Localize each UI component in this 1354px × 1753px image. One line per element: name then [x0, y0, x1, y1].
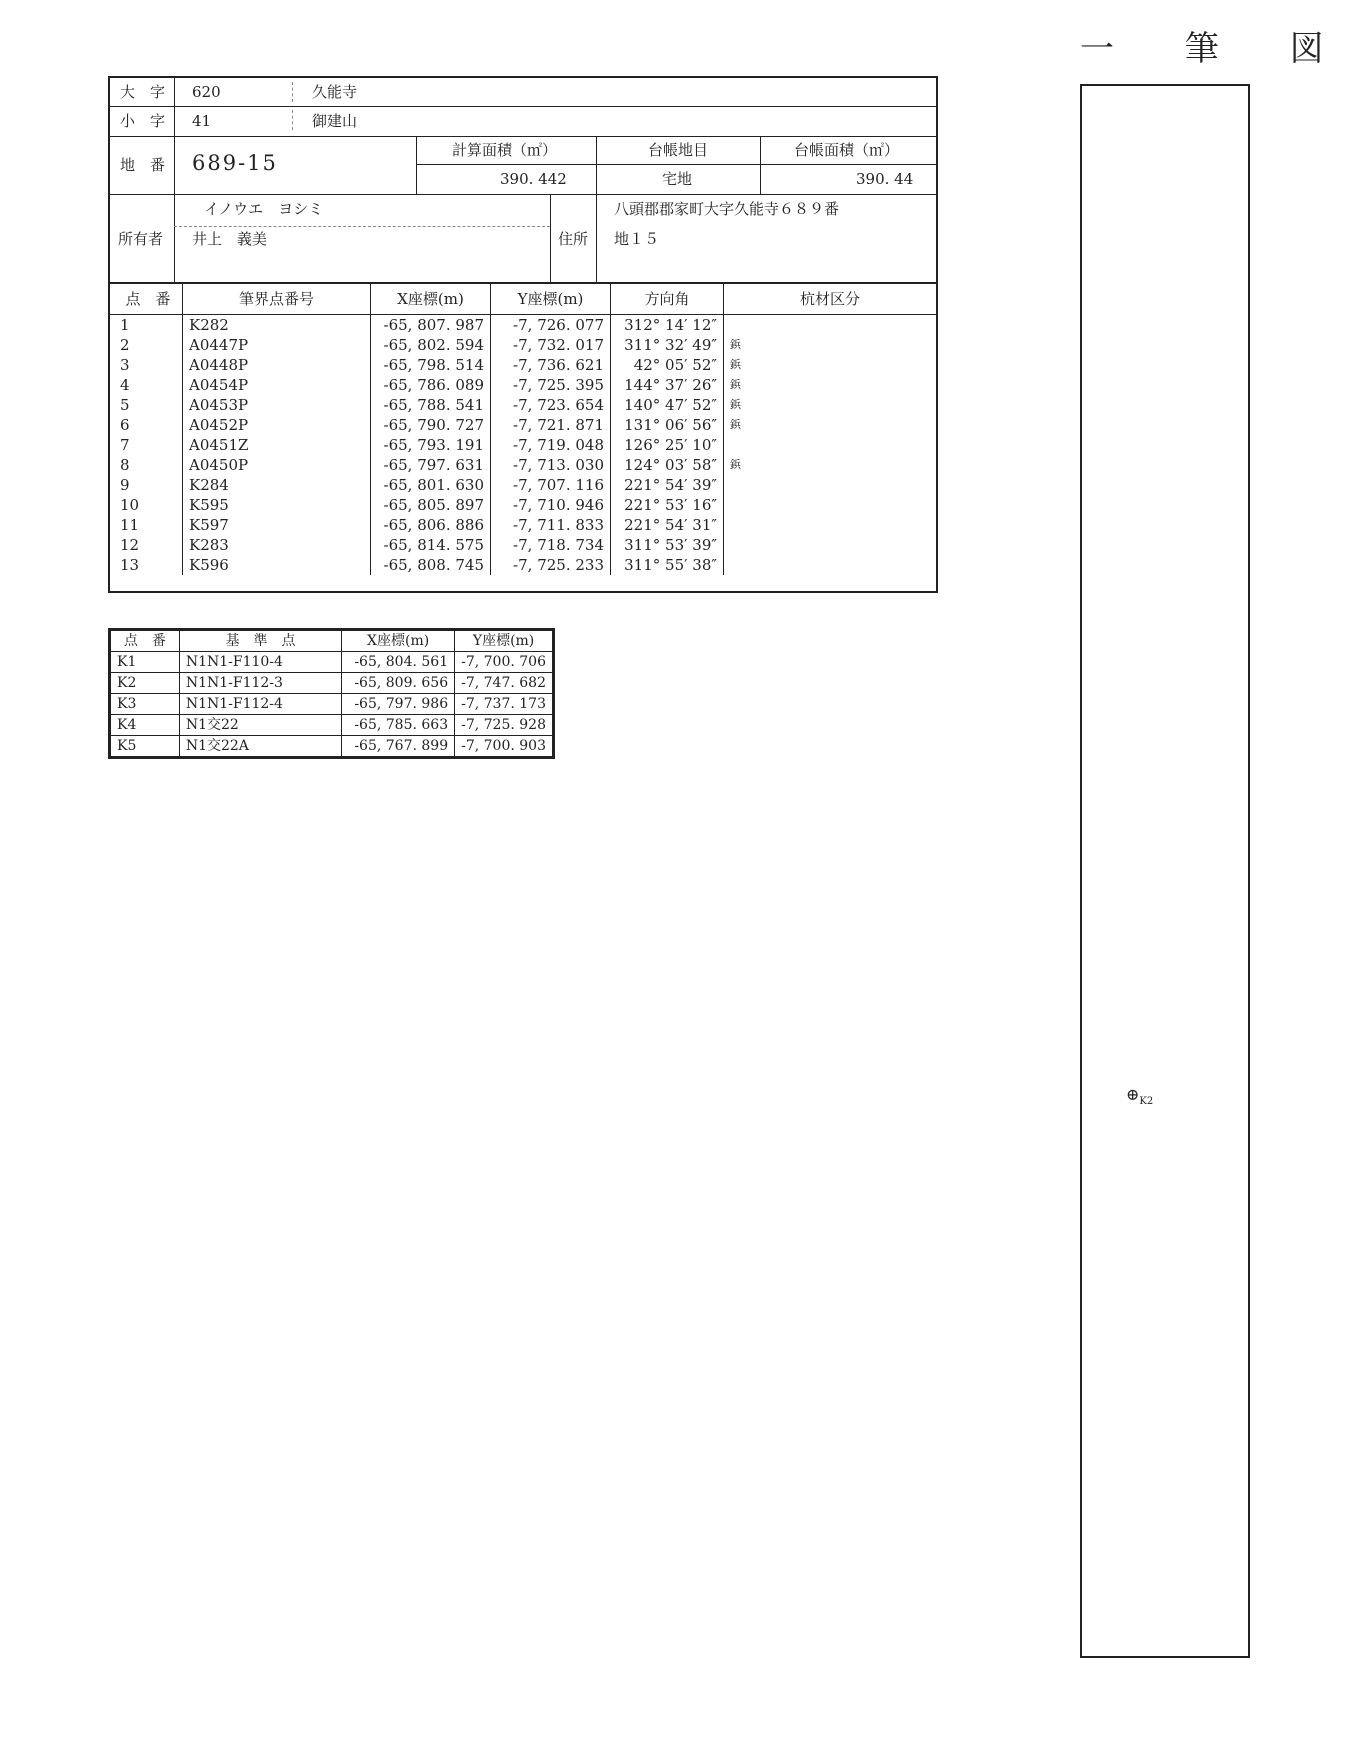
table-row	[110, 355, 936, 375]
owner-label: 所有者	[118, 230, 164, 248]
point-no: 4	[110, 375, 183, 395]
point-no: 9	[110, 475, 183, 495]
point-x: -65, 814. 575	[371, 535, 491, 555]
table-row	[111, 736, 553, 757]
point-no: 12	[110, 535, 183, 555]
point-material	[724, 435, 937, 455]
ref-y: -7, 737. 173	[455, 694, 553, 715]
area-divider	[596, 136, 597, 194]
point-material	[724, 555, 937, 575]
area-row-divider	[416, 164, 938, 165]
point-angle: 140° 47′ 52″	[611, 395, 724, 415]
ref-header-x: X座標(m)	[342, 631, 455, 652]
point-no: 13	[110, 555, 183, 575]
table-row	[110, 415, 936, 435]
parcel-header	[108, 76, 938, 284]
ref-x: -65, 767. 899	[342, 736, 455, 757]
parcel-drawing-panel	[1080, 84, 1250, 1658]
label-column-divider	[174, 78, 175, 284]
point-id: A0454P	[183, 375, 371, 395]
reference-marker	[1126, 1085, 1153, 1107]
point-y: -7, 718. 734	[491, 535, 611, 555]
point-no: 11	[110, 515, 183, 535]
table-row	[110, 495, 936, 515]
koaza-dotted-divider	[292, 110, 293, 130]
point-id: K282	[183, 315, 371, 336]
crosshair-circle-icon: ⊕	[1126, 1085, 1140, 1104]
point-x: -65, 798. 514	[371, 355, 491, 375]
point-y: -7, 723. 654	[491, 395, 611, 415]
ref-name: N1N1-F112-3	[179, 673, 341, 694]
point-id: A0448P	[183, 355, 371, 375]
col-header-id: 筆界点番号	[183, 284, 371, 315]
point-no: 10	[110, 495, 183, 515]
owner-name: 井上 義美	[192, 230, 268, 248]
oaza-name: 久能寺	[312, 83, 358, 101]
point-id: K597	[183, 515, 371, 535]
point-material	[724, 515, 937, 535]
calc-area-value: 390. 442	[500, 170, 567, 188]
point-y: -7, 721. 871	[491, 415, 611, 435]
point-no: 8	[110, 455, 183, 475]
point-x: -65, 807. 987	[371, 315, 491, 336]
point-angle: 131° 06′ 56″	[611, 415, 724, 435]
point-no: 3	[110, 355, 183, 375]
point-no: 5	[110, 395, 183, 415]
oaza-code: 620	[192, 83, 221, 101]
point-x: -65, 806. 886	[371, 515, 491, 535]
col-header-x: X座標(m)	[371, 284, 491, 315]
point-no: 1	[110, 315, 183, 336]
point-x: -65, 786. 089	[371, 375, 491, 395]
address-divider	[596, 194, 597, 284]
point-x: -65, 808. 745	[371, 555, 491, 575]
point-angle: 311° 32′ 49″	[611, 335, 724, 355]
point-angle: 312° 14′ 12″	[611, 315, 724, 336]
point-y: -7, 725. 233	[491, 555, 611, 575]
point-id: K595	[183, 495, 371, 515]
point-material: 鋲	[730, 338, 741, 351]
point-angle: 221° 54′ 31″	[611, 515, 724, 535]
table-row	[110, 335, 936, 355]
table-row	[110, 455, 936, 475]
ref-no: K2	[111, 673, 180, 694]
chiban-value: 689-15	[192, 151, 278, 175]
point-y: -7, 725. 395	[491, 375, 611, 395]
col-header-material: 杭材区分	[724, 284, 937, 315]
reference-points-table	[108, 628, 555, 759]
point-angle: 221° 53′ 16″	[611, 495, 724, 515]
col-header-y: Y座標(m)	[491, 284, 611, 315]
point-angle: 124° 03′ 58″	[611, 455, 724, 475]
category-divider	[760, 136, 761, 194]
point-x: -65, 805. 897	[371, 495, 491, 515]
table-row	[111, 694, 553, 715]
point-no: 2	[110, 335, 183, 355]
point-material: 鋲	[730, 358, 741, 371]
ledger-category-label: 台帳地目	[648, 141, 709, 159]
owner-kana: イノウエ ヨシミ	[204, 200, 324, 218]
ledger-area-label: 台帳面積（㎡）	[794, 141, 900, 159]
point-x: -65, 793. 191	[371, 435, 491, 455]
col-header-angle: 方向角	[611, 284, 724, 315]
table-row	[110, 515, 936, 535]
row-divider-2	[110, 136, 938, 137]
point-id: A0447P	[183, 335, 371, 355]
point-x: -65, 797. 631	[371, 455, 491, 475]
point-angle: 144° 37′ 26″	[611, 375, 724, 395]
point-material	[724, 535, 937, 555]
ref-x: -65, 797. 986	[342, 694, 455, 715]
point-no: 6	[110, 415, 183, 435]
ref-no: K1	[111, 652, 180, 673]
ref-y: -7, 725. 928	[455, 715, 553, 736]
table-row	[110, 475, 936, 495]
ref-header-name: 基 準 点	[179, 631, 341, 652]
address-line-1: 八頭郡郡家町大字久能寺６８９番	[614, 200, 840, 218]
point-material	[724, 475, 937, 495]
point-material	[724, 495, 937, 515]
point-y: -7, 707. 116	[491, 475, 611, 495]
ref-header-y: Y座標(m)	[455, 631, 553, 652]
table-row	[110, 555, 936, 575]
point-y: -7, 711. 833	[491, 515, 611, 535]
point-id: K596	[183, 555, 371, 575]
point-material: 鋲	[730, 398, 741, 411]
table-row	[111, 715, 553, 736]
address-label: 住所	[558, 230, 589, 248]
point-x: -65, 801. 630	[371, 475, 491, 495]
point-id: K283	[183, 535, 371, 555]
table-row	[111, 652, 553, 673]
table-row	[110, 315, 936, 336]
koaza-code: 41	[192, 112, 212, 130]
point-angle: 311° 53′ 39″	[611, 535, 724, 555]
point-angle: 311° 55′ 38″	[611, 555, 724, 575]
point-angle: 126° 25′ 10″	[611, 435, 724, 455]
boundary-points-table	[108, 284, 938, 593]
chiban-label: 地 番	[120, 156, 166, 174]
ref-name: N1N1-F110-4	[179, 652, 341, 673]
point-x: -65, 788. 541	[371, 395, 491, 415]
col-header-no: 点 番	[110, 284, 183, 315]
ref-x: -65, 809. 656	[342, 673, 455, 694]
ref-y: -7, 700. 903	[455, 736, 553, 757]
row-divider-1	[110, 106, 938, 107]
point-y: -7, 719. 048	[491, 435, 611, 455]
ref-no: K5	[111, 736, 180, 757]
kana-dotted-line	[174, 226, 550, 227]
point-id: A0452P	[183, 415, 371, 435]
table-header-row	[110, 284, 936, 315]
point-y: -7, 732. 017	[491, 335, 611, 355]
ref-name: N1交22	[179, 715, 341, 736]
table-row	[110, 395, 936, 415]
ref-name: N1N1-F112-4	[179, 694, 341, 715]
point-material: 鋲	[730, 378, 741, 391]
ref-x: -65, 804. 561	[342, 652, 455, 673]
oaza-dotted-divider	[292, 82, 293, 102]
point-id: A0453P	[183, 395, 371, 415]
ledger-area-value: 390. 44	[856, 170, 914, 188]
ref-x: -65, 785. 663	[342, 715, 455, 736]
row-divider-3	[110, 194, 938, 195]
panel-title: 一 筆 図	[1080, 29, 1354, 69]
point-angle: 42° 05′ 52″	[611, 355, 724, 375]
ref-no: K4	[111, 715, 180, 736]
table-row	[110, 435, 936, 455]
point-id: A0451Z	[183, 435, 371, 455]
ref-y: -7, 700. 706	[455, 652, 553, 673]
ledger-category-value: 宅地	[662, 170, 693, 188]
owner-divider	[550, 194, 551, 284]
point-id: A0450P	[183, 455, 371, 475]
table-row	[110, 535, 936, 555]
table-row	[110, 375, 936, 395]
chiban-divider	[416, 136, 417, 194]
point-y: -7, 736. 621	[491, 355, 611, 375]
point-material: 鋲	[730, 458, 741, 471]
point-material	[724, 315, 937, 336]
point-no: 7	[110, 435, 183, 455]
table-row	[111, 673, 553, 694]
point-y: -7, 710. 946	[491, 495, 611, 515]
koaza-label: 小 字	[120, 112, 166, 130]
reference-marker-label: K2	[1139, 1096, 1154, 1108]
point-x: -65, 790. 727	[371, 415, 491, 435]
ref-name: N1交22A	[179, 736, 341, 757]
point-y: -7, 713. 030	[491, 455, 611, 475]
ref-header-no: 点 番	[111, 631, 180, 652]
calc-area-label: 計算面積（㎡）	[452, 141, 558, 159]
oaza-label: 大 字	[120, 83, 166, 101]
point-id: K284	[183, 475, 371, 495]
point-angle: 221° 54′ 39″	[611, 475, 724, 495]
point-material: 鋲	[730, 418, 741, 431]
ref-y: -7, 747. 682	[455, 673, 553, 694]
ref-no: K3	[111, 694, 180, 715]
address-line-2: 地１５	[614, 230, 660, 248]
point-y: -7, 726. 077	[491, 315, 611, 336]
table-header-row	[111, 631, 553, 652]
koaza-name: 御建山	[312, 112, 358, 130]
point-x: -65, 802. 594	[371, 335, 491, 355]
